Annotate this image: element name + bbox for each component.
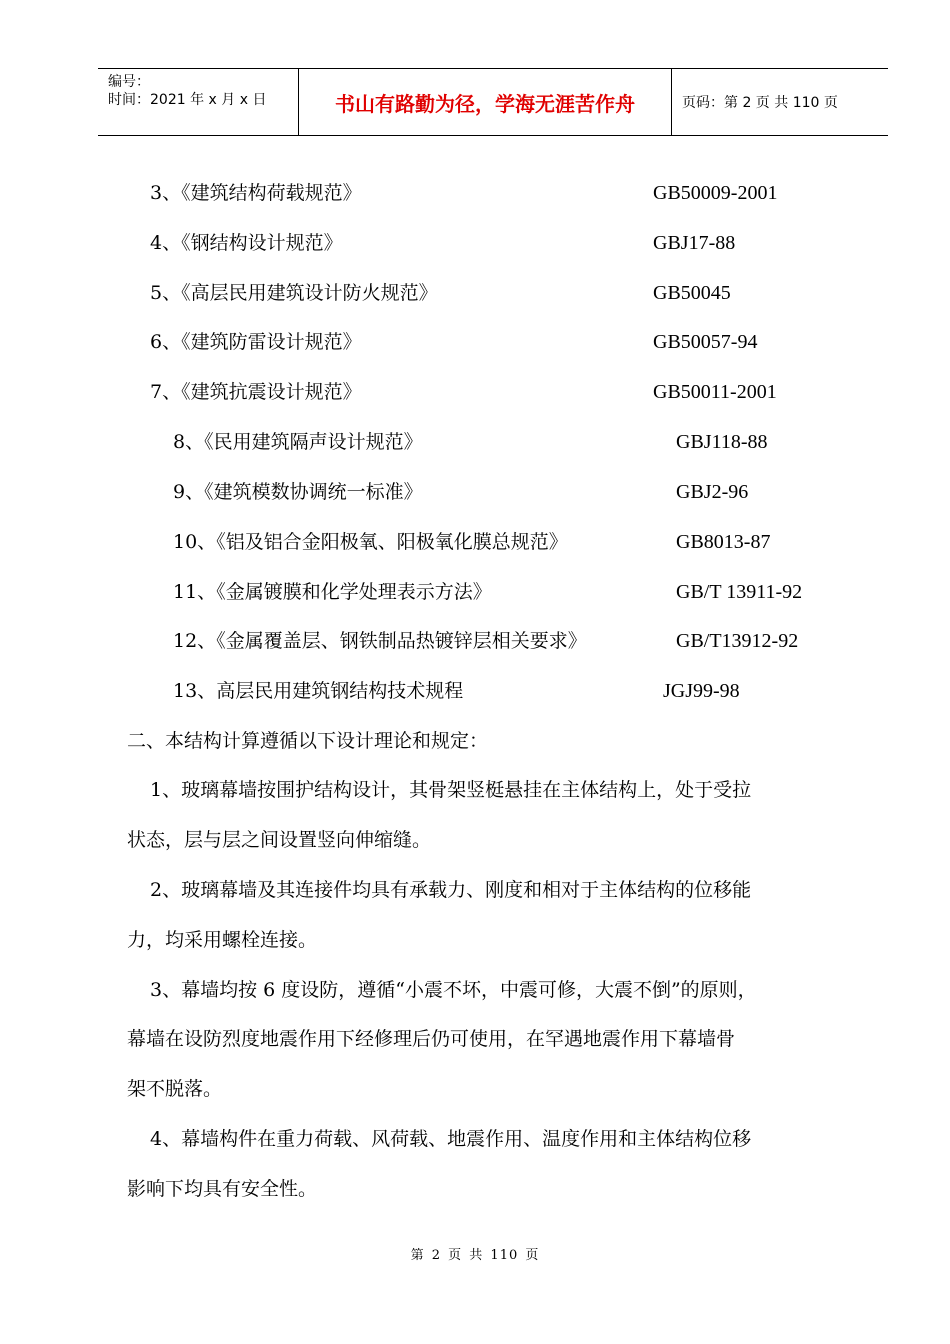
reference-code: GB50057-94 [653, 331, 758, 353]
reference-code: GB50009-2001 [653, 182, 778, 204]
reference-item: 6、《建筑防雷设计规范》 [150, 331, 362, 353]
serial-number-label: 编号： [108, 74, 150, 90]
header-info-cell [98, 69, 299, 135]
reference-code: GBJ2-96 [676, 481, 749, 503]
reference-code: GB/T13912-92 [676, 630, 799, 652]
paragraph-line: 2、玻璃幕墙及其连接件均具有承载力、刚度和相对于主体结构的位移能 [150, 879, 752, 901]
reference-item: 5、《高层民用建筑设计防火规范》 [150, 282, 438, 304]
reference-code: GBJ17-88 [653, 232, 736, 254]
reference-code: JGJ99-98 [663, 680, 740, 702]
reference-item: 3、《建筑结构荷载规范》 [150, 182, 362, 204]
reference-item: 7、《建筑抗震设计规范》 [150, 381, 362, 403]
reference-item: 12、《金属覆盖层、钢铁制品热镀锌层相关要求》 [173, 630, 587, 652]
reference-item: 11、《金属镀膜和化学处理表示方法》 [173, 581, 492, 603]
paragraph-line: 力，均采用螺栓连接。 [127, 929, 318, 951]
reference-item: 10、《铝及铝合金阳极氧、阳极氧化膜总规范》 [173, 531, 568, 553]
header-page-info: 页码：第 2 页 共 110 页 [682, 95, 838, 111]
paragraph-line: 3、幕墙均按 6 度设防，遵循“小震不坏，中震可修，大震不倒”的原则， [150, 979, 757, 1001]
reference-code: GB/T 13911-92 [676, 581, 803, 603]
date-label: 时间：2021 年 x 月 x 日 [108, 92, 267, 108]
paragraph-line: 架不脱落。 [127, 1078, 223, 1100]
paragraph-line: 幕墙在设防烈度地震作用下经修理后仍可使用，在罕遇地震作用下幕墙骨 [127, 1028, 736, 1050]
paragraph-line: 1、玻璃幕墙按围护结构设计，其骨架竖梃悬挂在主体结构上，处于受拉 [150, 779, 752, 801]
reference-code: GB8013-87 [676, 531, 771, 553]
header-motto: 书山有路勤为径，学海无涯苦作舟 [299, 69, 672, 135]
reference-item: 4、《钢结构设计规范》 [150, 232, 343, 254]
paragraph-line: 状态，层与层之间设置竖向伸缩缝。 [127, 829, 432, 851]
reference-item: 13、高层民用建筑钢结构技术规程 [173, 680, 464, 702]
section-heading: 二、本结构计算遵循以下设计理论和规定： [127, 730, 489, 752]
reference-item: 8、《民用建筑隔声设计规范》 [173, 431, 423, 453]
page-header [98, 68, 888, 136]
reference-code: GB50045 [653, 282, 731, 304]
paragraph-line: 影响下均具有安全性。 [127, 1178, 318, 1200]
reference-item: 9、《建筑模数协调统一标准》 [173, 481, 423, 503]
reference-code: GB50011-2001 [653, 381, 777, 403]
page-footer: 第 2 页 共 110 页 [410, 1248, 540, 1263]
paragraph-line: 4、幕墙构件在重力荷载、风荷载、地震作用、温度作用和主体结构位移 [150, 1128, 752, 1150]
reference-code: GBJ118-88 [676, 431, 768, 453]
